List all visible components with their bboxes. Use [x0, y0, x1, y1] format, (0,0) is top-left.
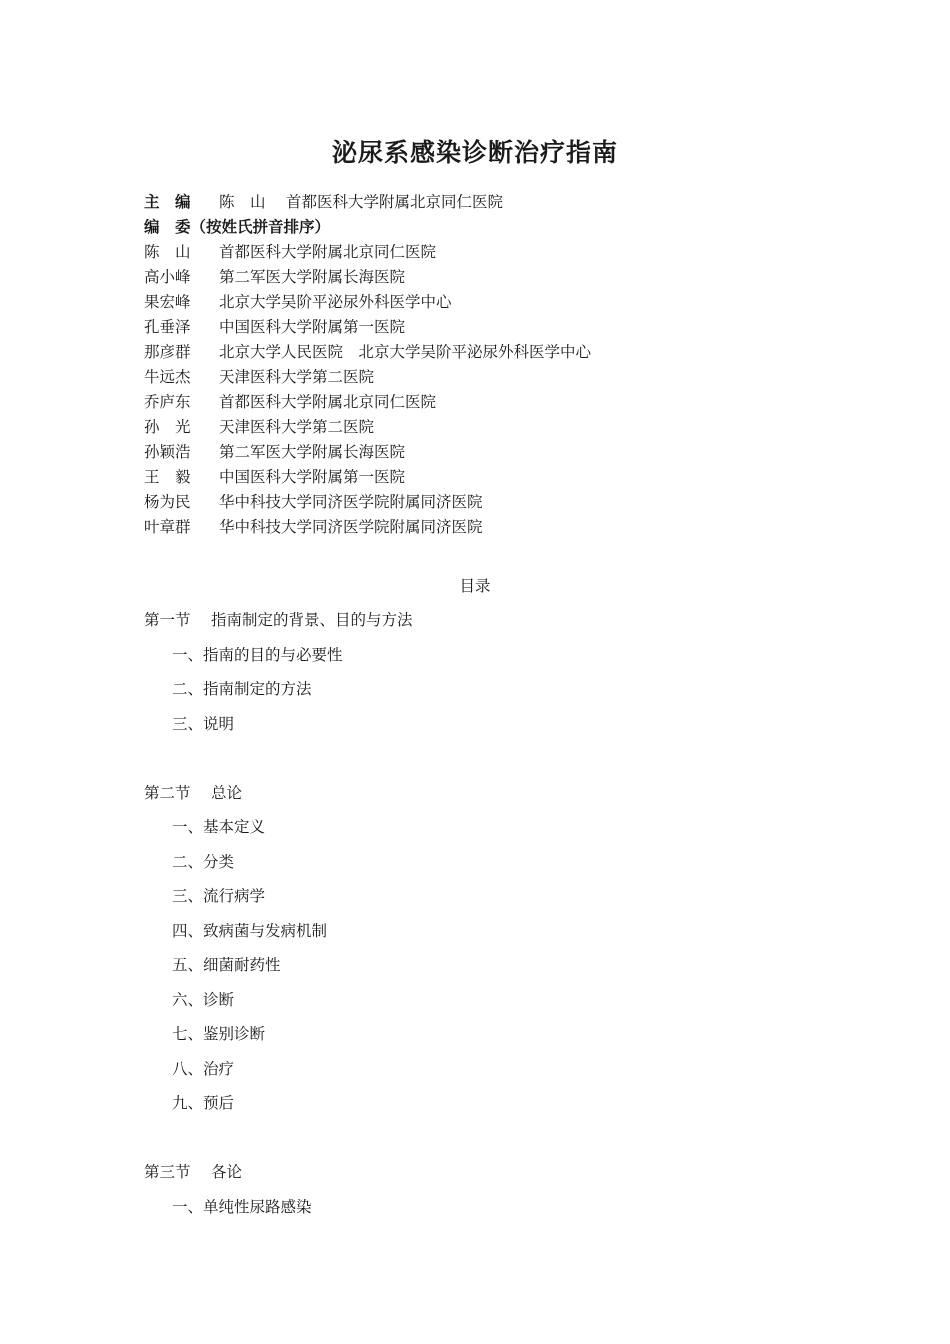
member-name: 高小峰 — [144, 268, 191, 286]
toc-spacer — [144, 1124, 413, 1159]
toc-section-heading[interactable] — [144, 1158, 413, 1193]
committee-member-row — [144, 365, 591, 390]
toc-subsection-item[interactable]: 三、流行病学 — [172, 887, 266, 905]
member-affiliation: 天津医科大学第二医院 — [219, 368, 375, 386]
toc-section-title: 指南制定的背景、目的与方法 — [211, 611, 413, 629]
chief-editor-label: 主 编 — [144, 193, 191, 211]
document-title: 泌尿系感染诊断治疗指南 — [331, 138, 618, 167]
toc-subsection-item[interactable]: 二、分类 — [172, 852, 235, 871]
table-of-contents — [144, 606, 413, 1227]
toc-subsection-item[interactable]: 四、致病菌与发病机制 — [172, 921, 328, 940]
member-name: 陈 山 — [144, 243, 191, 261]
member-affiliation: 华中科技大学同济医学院附属同济医院 — [219, 518, 483, 536]
chief-editor-row — [144, 190, 591, 215]
committee-member-row — [144, 490, 591, 515]
member-affiliation: 北京大学吴阶平泌尿外科医学中心 — [219, 293, 452, 311]
toc-subsection-item[interactable]: 一、单纯性尿路感染 — [172, 1197, 312, 1216]
committee-member-list — [144, 240, 591, 540]
toc-subsection-item[interactable]: 三、说明 — [172, 714, 235, 733]
member-affiliation: 中国医科大学附属第一医院 — [219, 468, 406, 486]
member-affiliation: 第二军医大学附属长海医院 — [219, 443, 406, 461]
member-name: 叶章群 — [144, 518, 191, 536]
committee-label: 编 委（按姓氏拼音排序） — [144, 218, 331, 236]
toc-section-title: 各论 — [211, 1163, 243, 1181]
member-name: 孙 光 — [144, 418, 191, 436]
committee-member-row — [144, 240, 591, 265]
toc-subsection-item[interactable]: 二、指南制定的方法 — [172, 680, 312, 698]
committee-member-row — [144, 465, 591, 490]
member-affiliation: 首都医科大学附属北京同仁医院 — [219, 393, 437, 411]
toc-section-heading[interactable] — [144, 779, 413, 814]
committee-member-row — [144, 290, 591, 315]
member-name: 杨为民 — [144, 493, 191, 511]
toc-section-number: 第三节 — [144, 1163, 191, 1181]
member-name: 那彦群 — [144, 343, 191, 361]
committee-member-row — [144, 265, 591, 290]
member-affiliation: 华中科技大学同济医学院附属同济医院 — [219, 493, 483, 511]
chief-editor-name: 陈 山 — [219, 193, 266, 211]
toc-section-number: 第二节 — [144, 783, 191, 802]
member-name: 果宏峰 — [144, 293, 191, 311]
toc-subsection-item[interactable]: 一、基本定义 — [172, 818, 266, 836]
committee-member-row — [144, 315, 591, 340]
committee-member-row — [144, 515, 591, 540]
toc-subsection-item[interactable]: 九、预后 — [172, 1094, 235, 1112]
toc-subsection-item[interactable]: 六、诊断 — [172, 990, 235, 1009]
member-name: 王 毅 — [144, 468, 191, 486]
toc-subsection-item[interactable]: 五、细菌耐药性 — [172, 956, 281, 974]
toc-spacer — [144, 744, 413, 779]
committee-member-row — [144, 390, 591, 415]
member-name: 牛远杰 — [144, 368, 191, 386]
editorial-board — [144, 190, 591, 540]
member-name: 孙颖浩 — [144, 443, 191, 461]
toc-section-number: 第一节 — [144, 611, 191, 629]
toc-section-title: 总论 — [211, 783, 243, 802]
chief-editor-affiliation: 首都医科大学附属北京同仁医院 — [286, 193, 504, 211]
member-name: 乔庐东 — [144, 393, 191, 411]
toc-subsection-item[interactable]: 七、鉴别诊断 — [172, 1025, 266, 1043]
member-affiliation: 首都医科大学附属北京同仁医院 — [219, 243, 437, 261]
toc-section-heading[interactable] — [144, 606, 413, 641]
member-name: 孔垂泽 — [144, 318, 191, 336]
member-affiliation: 第二军医大学附属长海医院 — [219, 268, 406, 286]
committee-member-row — [144, 440, 591, 465]
toc-subsection-item[interactable]: 八、治疗 — [172, 1059, 235, 1078]
member-affiliation: 天津医科大学第二医院 — [219, 418, 375, 436]
committee-member-row — [144, 340, 591, 365]
member-affiliation: 北京大学人民医院 北京大学吴阶平泌尿外科医学中心 — [219, 343, 592, 361]
member-affiliation: 中国医科大学附属第一医院 — [219, 318, 406, 336]
toc-title: 目录 — [459, 577, 491, 595]
toc-subsection-item[interactable]: 一、指南的目的与必要性 — [172, 645, 343, 664]
committee-member-row — [144, 415, 591, 440]
